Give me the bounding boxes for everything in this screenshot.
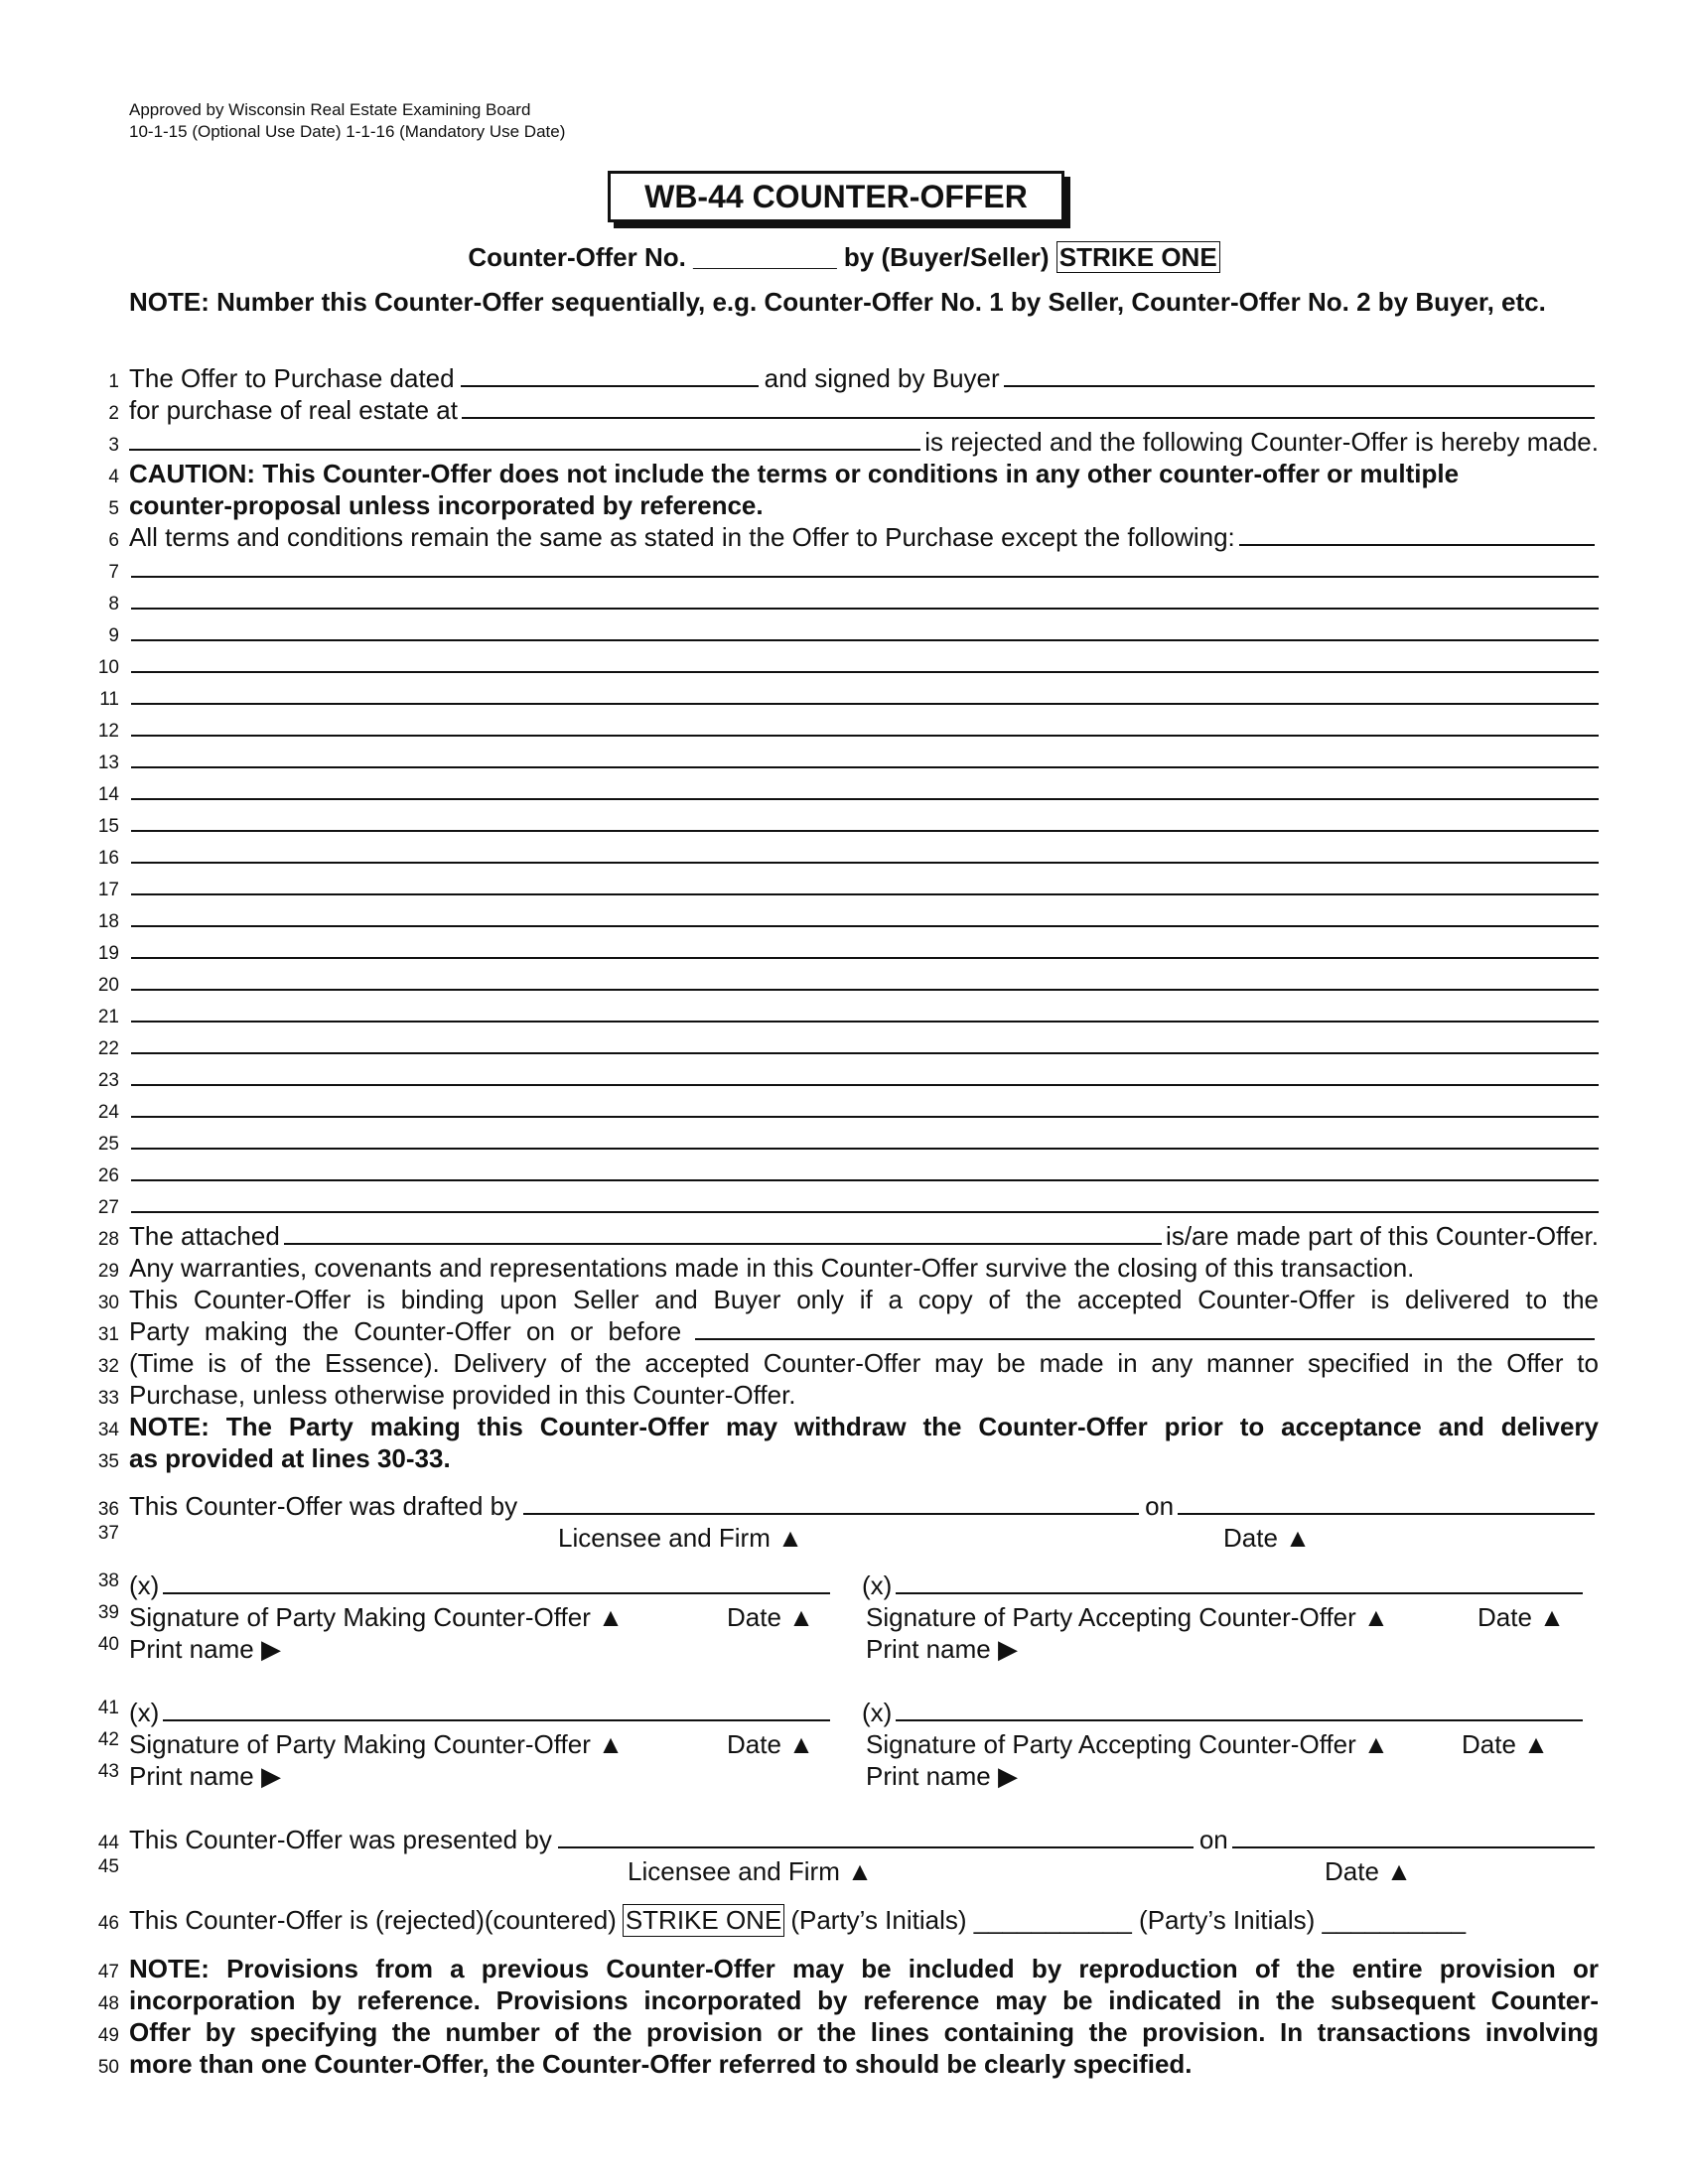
line-number: 38 (97, 1570, 119, 1591)
line-number: 20 (97, 975, 119, 996)
binding-text: This Counter-Offer is binding upon Seller and Buyer only if a copy of the accepted Counter-Offer is delivered to the (129, 1285, 1599, 1314)
form-line (89, 1491, 1599, 1523)
rejected-statement: is rejected and the following Counter-Offer is hereby made. (924, 427, 1599, 457)
form-line (89, 872, 1599, 903)
line-number: 26 (97, 1165, 119, 1186)
making-date-caption: Date ▲ (727, 1602, 814, 1632)
accepting-signature-field[interactable] (896, 1572, 1583, 1594)
exceptions-blank-line[interactable] (131, 649, 1599, 673)
x-mark: (x) (862, 1570, 893, 1600)
making-signature-caption: Signature of Party Making Counter-Offer ▲ (129, 1729, 624, 1759)
form-line (89, 490, 1599, 522)
form-line (89, 1348, 1599, 1380)
form-line (89, 713, 1599, 745)
form-line (89, 935, 1599, 967)
making-signature-field[interactable] (163, 1572, 830, 1594)
line-number: 13 (97, 752, 119, 773)
form-line (89, 840, 1599, 872)
presented-on-label: on (1198, 1825, 1228, 1854)
line-number: 45 (97, 1856, 119, 1877)
form-line (89, 395, 1599, 427)
line-number: 15 (97, 816, 119, 837)
x-mark: (x) (129, 1570, 160, 1600)
exceptions-blank-line[interactable] (131, 1126, 1599, 1150)
exceptions-blank-line[interactable] (131, 872, 1599, 895)
delivery-text-continued: Purchase, unless otherwise provided in this Counter-Offer. (129, 1380, 796, 1410)
form-line (89, 808, 1599, 840)
line-number: 21 (97, 1007, 119, 1027)
form-line (89, 2049, 1599, 2081)
line-number: 7 (108, 562, 119, 583)
x-mark: (x) (862, 1698, 893, 1727)
exceptions-blank-line[interactable] (131, 681, 1599, 705)
line-number: 4 (108, 467, 119, 487)
accepting-signature-caption: Signature of Party Accepting Counter-Offer ▲ (866, 1602, 1389, 1632)
strike-one-box: STRIKE ONE (1056, 241, 1220, 273)
accepting-signature-field[interactable] (896, 1700, 1583, 1721)
line-number: 32 (97, 1356, 119, 1377)
form-line (89, 1380, 1599, 1412)
property-address-field-continued[interactable] (129, 429, 920, 451)
provisions-note: NOTE: Provisions from a previous Counter-Offer may be included by reproduction of the entire provision or (129, 1954, 1599, 1983)
form-line (89, 2017, 1599, 2049)
delivery-text: (Time is of the Essence). Delivery of the accepted Counter-Offer may be made in any manner specified in the Offer to (129, 1348, 1599, 1378)
exceptions-field[interactable] (1239, 524, 1595, 546)
line-number: 42 (97, 1729, 119, 1750)
caution-text-continued: counter-proposal unless incorporated by reference. (129, 490, 764, 520)
provisions-note-continued: more than one Counter-Offer, the Counter-Offer referred to should be clearly specified. (129, 2049, 1193, 2079)
form-line (89, 427, 1599, 459)
counter-offer-number-line (0, 242, 1688, 273)
exceptions-blank-line[interactable] (131, 840, 1599, 864)
line-number: 29 (97, 1261, 119, 1282)
line-number: 28 (97, 1229, 119, 1250)
form-line (89, 1443, 1599, 1475)
form-line (89, 617, 1599, 649)
approval-header (129, 99, 565, 143)
form-line (89, 776, 1599, 808)
print-name-label: Print name ▶ (129, 1634, 281, 1664)
form-line (89, 1094, 1599, 1126)
form-line (89, 1825, 1599, 1856)
line-number: 35 (97, 1451, 119, 1472)
offer-dated-label: The Offer to Purchase dated (129, 363, 455, 393)
exceptions-blank-line[interactable] (131, 935, 1599, 959)
form-line (89, 363, 1599, 395)
x-mark: (x) (129, 1698, 160, 1727)
rejected-countered-label: This Counter-Offer is (rejected)(countered) (129, 1905, 617, 1935)
exceptions-blank-line[interactable] (131, 999, 1599, 1023)
line-number: 43 (97, 1761, 119, 1782)
form-line (89, 554, 1599, 586)
strike-one-box: STRIKE ONE (623, 1904, 784, 1937)
form-line (89, 522, 1599, 554)
exceptions-blank-line[interactable] (131, 554, 1599, 578)
line-number: 3 (108, 435, 119, 456)
line-number: 41 (97, 1698, 119, 1718)
exceptions-blank-line[interactable] (131, 617, 1599, 641)
line-number: 31 (97, 1324, 119, 1345)
form-line (89, 1761, 1599, 1793)
line-number: 16 (97, 848, 119, 869)
form-line (89, 681, 1599, 713)
line-number: 6 (108, 530, 119, 551)
buyer-name-field[interactable] (1004, 365, 1595, 387)
numbering-note: NOTE: Number this Counter-Offer sequentially, e.g. Counter-Offer No. 1 by Seller, Counter-Offer No. 2 by Buyer, etc. (129, 287, 1546, 317)
withdraw-note: NOTE: The Party making this Counter-Offer may withdraw the Counter-Offer prior to acceptance and delivery (129, 1412, 1599, 1441)
line-number: 39 (97, 1602, 119, 1623)
making-signature-field[interactable] (163, 1700, 830, 1721)
line-number: 47 (97, 1962, 119, 1982)
making-signature-line-2 (129, 1698, 834, 1728)
made-part-label: is/are made part of this Counter-Offer. (1166, 1221, 1599, 1251)
form-line (89, 745, 1599, 776)
line-number: 33 (97, 1388, 119, 1409)
exceptions-blank-line[interactable] (131, 808, 1599, 832)
line-number: 17 (97, 880, 119, 900)
signed-by-buyer-label: and signed by Buyer (764, 363, 1000, 393)
line-number: 30 (97, 1293, 119, 1313)
provisions-note-continued: incorporation by reference. Provisions incorporated by reference may be indicated in the subsequent Counter- (129, 1985, 1599, 2015)
form-line (89, 903, 1599, 935)
form-line (89, 1316, 1599, 1348)
use-dates: 10-1-15 (Optional Use Date) 1-1-16 (Mandatory Use Date) (129, 122, 566, 141)
line-number: 46 (97, 1913, 119, 1934)
making-signature-line-1 (129, 1570, 834, 1601)
form-line (89, 1523, 1599, 1555)
real-estate-label: for purchase of real estate at (129, 395, 458, 425)
withdraw-note-continued: as provided at lines 30-33. (129, 1443, 451, 1473)
property-address-field[interactable] (462, 397, 1595, 419)
form-title: WB-44 COUNTER-OFFER (608, 171, 1064, 222)
offer-date-field[interactable] (461, 365, 759, 387)
exceptions-blank-line[interactable] (131, 586, 1599, 610)
presented-by-label: This Counter-Offer was presented by (129, 1825, 552, 1854)
form-line (89, 586, 1599, 617)
form-line (89, 999, 1599, 1030)
form-line (89, 1904, 1599, 1936)
licensee-firm-caption: Licensee and Firm ▲ (628, 1856, 873, 1886)
form-line (89, 967, 1599, 999)
line-number: 22 (97, 1038, 119, 1059)
line-number: 1 (108, 371, 119, 392)
line-number: 25 (97, 1134, 119, 1155)
form-line (89, 1285, 1599, 1316)
form-line (89, 459, 1599, 490)
form-line (89, 1062, 1599, 1094)
accepting-date-caption: Date ▲ (1477, 1602, 1565, 1632)
presented-date-field[interactable] (1232, 1827, 1595, 1848)
line-number: 18 (97, 911, 119, 932)
deadline-label: Party making the Counter-Offer on or before (129, 1316, 682, 1346)
drafted-on-label: on (1145, 1491, 1175, 1521)
party-initials-label: (Party’s Initials) ___________ (Party’s Initials) __________ (790, 1905, 1467, 1935)
form-line (89, 1985, 1599, 2017)
form-line (89, 1126, 1599, 1158)
exceptions-blank-line[interactable] (131, 967, 1599, 991)
line-number: 27 (97, 1197, 119, 1218)
terms-remain-label: All terms and conditions remain the same as stated in the Offer to Purchase except the following: (129, 522, 1235, 552)
line-number: 9 (108, 625, 119, 646)
line-number: 10 (97, 657, 119, 678)
drafted-by-label: This Counter-Offer was drafted by (129, 1491, 518, 1521)
warranties-text: Any warranties, covenants and representations made in this Counter-Offer survive the closing of this transaction. (129, 1253, 1415, 1283)
date-caption: Date ▲ (1223, 1523, 1311, 1553)
exceptions-blank-line[interactable] (131, 1030, 1599, 1054)
exceptions-blank-line[interactable] (131, 1158, 1599, 1181)
print-name-label: Print name ▶ (866, 1634, 1018, 1664)
print-name-label: Print name ▶ (129, 1761, 281, 1791)
presented-by-field[interactable] (558, 1827, 1194, 1848)
line-number: 5 (108, 498, 119, 519)
accepting-signature-line-2 (862, 1698, 1587, 1728)
exceptions-blank-line[interactable] (131, 1094, 1599, 1118)
form-line (89, 649, 1599, 681)
print-name-label: Print name ▶ (866, 1761, 1018, 1791)
attachments-field[interactable] (284, 1223, 1162, 1245)
accepting-signature-line-1 (862, 1570, 1587, 1601)
accepting-date-caption: Date ▲ (1462, 1729, 1549, 1759)
form-line (89, 1253, 1599, 1285)
approval-text: Approved by Wisconsin Real Estate Examining Board (129, 100, 531, 119)
exceptions-blank-line[interactable] (131, 1062, 1599, 1086)
form-line (89, 1221, 1599, 1253)
line-number: 40 (97, 1634, 119, 1655)
line-number: 49 (97, 2025, 119, 2046)
exceptions-blank-line[interactable] (131, 745, 1599, 768)
line-number: 2 (108, 403, 119, 424)
line-number: 14 (97, 784, 119, 805)
licensee-firm-caption: Licensee and Firm ▲ (558, 1523, 803, 1553)
drafted-by-field[interactable] (523, 1493, 1139, 1515)
form-line (89, 1158, 1599, 1189)
line-number: 36 (97, 1499, 119, 1520)
form-line (89, 1634, 1599, 1666)
delivery-deadline-field[interactable] (695, 1318, 1595, 1340)
form-line (89, 1189, 1599, 1221)
line-number: 19 (97, 943, 119, 964)
caution-text: CAUTION: This Counter-Offer does not include the terms or conditions in any other counter-offer or multiple (129, 459, 1460, 488)
line-number: 34 (97, 1420, 119, 1440)
line-number: 23 (97, 1070, 119, 1091)
exceptions-blank-line[interactable] (131, 1189, 1599, 1213)
counter-offer-number-label: Counter-Offer No. __________ by (Buyer/Seller) (468, 242, 1050, 272)
attached-label: The attached (129, 1221, 280, 1251)
exceptions-blank-line[interactable] (131, 776, 1599, 800)
making-date-caption: Date ▲ (727, 1729, 814, 1759)
line-number: 24 (97, 1102, 119, 1123)
accepting-signature-caption: Signature of Party Accepting Counter-Offer ▲ (866, 1729, 1389, 1759)
line-number: 12 (97, 721, 119, 742)
line-number: 11 (99, 689, 119, 710)
line-number: 37 (97, 1523, 119, 1544)
line-number: 48 (97, 1993, 119, 2014)
exceptions-blank-line[interactable] (131, 903, 1599, 927)
form-line (89, 1412, 1599, 1443)
form-line (89, 1030, 1599, 1062)
line-number: 44 (97, 1833, 119, 1853)
date-caption: Date ▲ (1325, 1856, 1412, 1886)
drafted-date-field[interactable] (1178, 1493, 1595, 1515)
provisions-note-continued: Offer by specifying the number of the provision or the lines containing the provision. In transactions involving (129, 2017, 1599, 2047)
line-number: 50 (97, 2057, 119, 2078)
exceptions-blank-line[interactable] (131, 713, 1599, 737)
line-number: 8 (108, 594, 119, 614)
making-signature-caption: Signature of Party Making Counter-Offer ▲ (129, 1602, 624, 1632)
form-line (89, 1954, 1599, 1985)
